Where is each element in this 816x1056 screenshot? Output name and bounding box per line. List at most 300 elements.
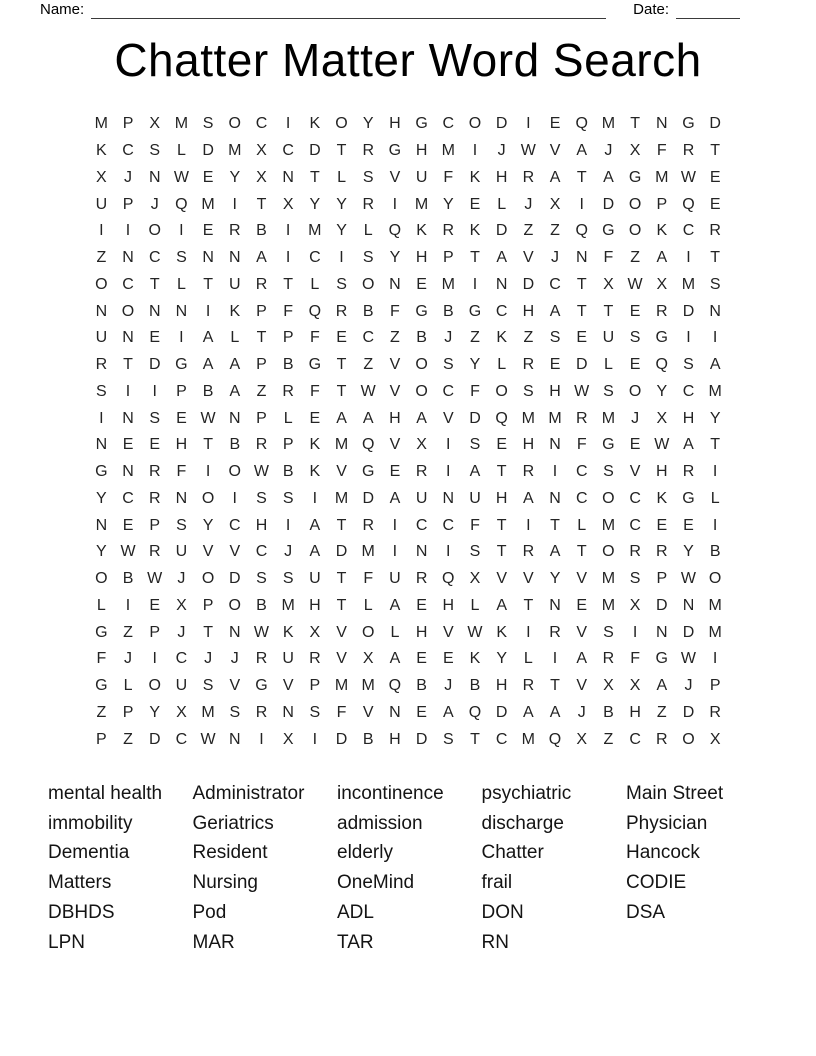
- grid-letter: E: [549, 115, 561, 133]
- grid-letter: J: [444, 329, 453, 347]
- letter-grid: [88, 111, 729, 753]
- grid-letter: C: [442, 516, 455, 534]
- grid-letter: D: [495, 703, 508, 721]
- grid-letter: D: [335, 543, 348, 561]
- grid-letter: L: [310, 275, 320, 293]
- word-list-item: LPN: [48, 931, 85, 953]
- grid-letter: D: [522, 275, 535, 293]
- grid-letter: S: [362, 168, 374, 186]
- grid-letter: I: [712, 516, 718, 534]
- grid-letter: T: [203, 436, 213, 454]
- grid-letter: G: [415, 115, 428, 133]
- grid-letter: M: [441, 142, 455, 160]
- grid-letter: C: [309, 249, 321, 267]
- grid-letter: K: [229, 302, 241, 320]
- grid-letter: R: [255, 650, 268, 668]
- grid-letter: O: [95, 570, 108, 588]
- grid-letter: G: [95, 463, 108, 481]
- grid-letter: W: [253, 623, 270, 641]
- grid-letter: A: [309, 516, 321, 534]
- grid-letter: D: [469, 409, 481, 427]
- grid-letter: M: [708, 382, 722, 400]
- grid-letter: N: [229, 409, 241, 427]
- grid-letter: P: [442, 249, 454, 267]
- grid-letter: X: [469, 570, 481, 588]
- grid-letter: B: [256, 222, 267, 240]
- grid-letter: I: [392, 195, 398, 213]
- grid-letter: L: [577, 516, 587, 534]
- grid-letter: Q: [308, 302, 322, 320]
- grid-letter: V: [389, 356, 401, 374]
- grid-letter: C: [282, 142, 294, 160]
- grid-letter: Y: [656, 382, 668, 400]
- grid-letter: N: [415, 543, 428, 561]
- grid-letter: T: [203, 623, 213, 641]
- word-list-item: OneMind: [337, 872, 415, 894]
- grid-letter: G: [388, 142, 402, 160]
- grid-letter: C: [682, 382, 695, 400]
- grid-letter: W: [467, 623, 483, 641]
- grid-letter: J: [524, 195, 533, 213]
- grid-letter: K: [469, 650, 481, 668]
- grid-letter: I: [259, 730, 264, 748]
- word-list-item: Matters: [48, 872, 112, 894]
- grid-letter: K: [96, 142, 107, 160]
- grid-letter: T: [470, 730, 480, 748]
- grid-letter: Q: [388, 222, 402, 240]
- grid-letter: V: [282, 677, 294, 695]
- word-list-item: Administrator: [192, 783, 305, 804]
- word-list-item: Main Street: [626, 783, 724, 804]
- grid-letter: N: [656, 115, 668, 133]
- grid-letter: B: [122, 570, 134, 588]
- grid-letter: W: [654, 436, 670, 454]
- grid-letter: U: [469, 489, 481, 507]
- grid-letter: J: [551, 249, 560, 267]
- grid-letter: M: [94, 115, 108, 133]
- grid-letter: Z: [630, 249, 640, 267]
- grid-letter: R: [255, 436, 268, 454]
- grid-letter: I: [232, 489, 237, 507]
- grid-letter: E: [442, 650, 454, 668]
- grid-letter: D: [148, 730, 161, 748]
- grid-letter: I: [99, 222, 104, 240]
- grid-letter: R: [602, 650, 615, 668]
- grid-letter: J: [684, 677, 693, 695]
- grid-letter: H: [495, 677, 508, 695]
- word-list-item: DON: [481, 901, 524, 923]
- grid-letter: N: [202, 249, 214, 267]
- grid-letter: X: [256, 168, 267, 186]
- grid-letter: Y: [149, 703, 161, 721]
- grid-letter: Q: [361, 436, 375, 454]
- grid-letter: A: [469, 463, 481, 481]
- grid-letter: N: [148, 168, 161, 186]
- grid-letter: M: [201, 195, 215, 213]
- grid-letter: I: [312, 730, 318, 748]
- grid-letter: I: [392, 516, 398, 534]
- grid-letter: M: [201, 703, 215, 721]
- grid-letter: N: [389, 703, 401, 721]
- grid-letter: V: [523, 570, 534, 588]
- grid-letter: X: [656, 409, 668, 427]
- word-list: [48, 779, 771, 957]
- grid-letter: J: [497, 142, 506, 160]
- grid-letter: U: [415, 489, 428, 507]
- grid-letter: K: [469, 222, 481, 240]
- grid-letter: I: [392, 543, 398, 561]
- grid-letter: P: [709, 677, 721, 695]
- word-list-item: DBHDS: [48, 901, 115, 923]
- grid-letter: I: [526, 516, 531, 534]
- grid-letter: J: [124, 650, 133, 668]
- grid-letter: G: [255, 677, 268, 695]
- grid-letter: E: [149, 329, 161, 347]
- grid-letter: G: [655, 650, 668, 668]
- grid-letter: R: [709, 703, 721, 721]
- grid-letter: S: [549, 329, 561, 347]
- grid-letter: R: [522, 677, 535, 695]
- grid-letter: O: [602, 543, 615, 561]
- grid-letter: S: [282, 570, 294, 588]
- grid-letter: L: [337, 168, 346, 186]
- grid-letter: W: [360, 382, 376, 400]
- grid-letter: R: [148, 489, 161, 507]
- grid-letter: E: [629, 436, 641, 454]
- grid-letter: E: [709, 168, 721, 186]
- grid-letter: H: [549, 382, 561, 400]
- grid-letter: I: [99, 409, 104, 427]
- grid-letter: X: [309, 623, 321, 641]
- grid-letter: Q: [495, 409, 508, 427]
- grid-letter: Z: [656, 703, 667, 721]
- grid-letter: A: [202, 329, 214, 347]
- grid-letter: F: [96, 650, 107, 668]
- grid-letter: B: [709, 543, 721, 561]
- grid-letter: E: [149, 596, 161, 614]
- grid-letter: A: [603, 168, 614, 186]
- grid-letter: E: [469, 195, 481, 213]
- grid-letter: I: [205, 463, 211, 481]
- grid-letter: W: [200, 730, 216, 748]
- grid-letter: R: [148, 463, 161, 481]
- grid-letter: A: [709, 356, 721, 374]
- grid-letter: T: [336, 356, 347, 374]
- grid-letter: R: [442, 222, 455, 240]
- grid-letter: R: [362, 516, 374, 534]
- grid-letter: T: [336, 596, 347, 614]
- grid-letter: O: [682, 730, 695, 748]
- grid-letter: T: [336, 570, 347, 588]
- grid-letter: P: [122, 703, 134, 721]
- grid-letter: L: [497, 195, 507, 213]
- word-list-item: Resident: [192, 842, 268, 864]
- grid-letter: G: [655, 329, 668, 347]
- grid-letter: L: [176, 275, 186, 293]
- grid-letter: J: [177, 623, 186, 641]
- grid-letter: B: [362, 302, 374, 320]
- grid-letter: D: [575, 356, 588, 374]
- grid-letter: T: [149, 275, 160, 293]
- grid-letter: M: [601, 570, 616, 588]
- grid-letter: N: [282, 703, 294, 721]
- grid-letter: N: [682, 596, 695, 614]
- grid-letter: C: [549, 275, 561, 293]
- grid-letter: Y: [336, 222, 347, 240]
- grid-letter: A: [549, 168, 561, 186]
- grid-letter: R: [682, 142, 695, 160]
- grid-letter: S: [469, 436, 481, 454]
- grid-letter: X: [603, 275, 614, 293]
- grid-letter: H: [629, 703, 641, 721]
- grid-letter: N: [122, 329, 134, 347]
- grid-letter: S: [176, 249, 187, 267]
- grid-letter: R: [522, 543, 535, 561]
- grid-letter: R: [629, 543, 641, 561]
- grid-letter: C: [175, 650, 188, 668]
- grid-letter: T: [496, 543, 507, 561]
- grid-letter: U: [282, 650, 294, 668]
- grid-letter: D: [682, 703, 695, 721]
- grid-letter: Q: [548, 730, 562, 748]
- grid-letter: N: [549, 489, 561, 507]
- grid-letter: U: [95, 329, 108, 347]
- grid-letter: R: [682, 463, 695, 481]
- grid-letter: F: [630, 650, 640, 668]
- grid-letter: Y: [389, 249, 401, 267]
- grid-letter: E: [576, 596, 588, 614]
- grid-letter: R: [522, 168, 535, 186]
- grid-letter: R: [575, 409, 588, 427]
- grid-letter: C: [175, 730, 188, 748]
- grid-letter: A: [549, 703, 561, 721]
- grid-letter: E: [416, 275, 427, 293]
- grid-letter: H: [415, 249, 428, 267]
- grid-letter: E: [202, 222, 214, 240]
- grid-letter: W: [147, 570, 163, 588]
- grid-letter: F: [336, 703, 347, 721]
- grid-letter: V: [336, 623, 347, 641]
- grid-letter: R: [148, 543, 161, 561]
- grid-letter: E: [629, 302, 641, 320]
- word-list-item: Pod: [192, 901, 227, 923]
- grid-letter: G: [602, 222, 615, 240]
- grid-letter: E: [122, 436, 134, 454]
- grid-letter: G: [415, 302, 428, 320]
- grid-letter: H: [415, 623, 428, 641]
- grid-letter: R: [656, 543, 668, 561]
- grid-letter: T: [710, 142, 721, 160]
- grid-letter: U: [229, 275, 241, 293]
- grid-letter: S: [683, 356, 694, 374]
- grid-letter: D: [602, 195, 615, 213]
- grid-letter: I: [152, 382, 157, 400]
- grid-letter: G: [682, 489, 695, 507]
- grid-letter: C: [442, 115, 455, 133]
- grid-letter: D: [362, 489, 374, 507]
- word-list-item: DSA: [626, 901, 666, 923]
- grid-letter: S: [629, 329, 641, 347]
- grid-letter: C: [255, 543, 268, 561]
- grid-letter: I: [125, 596, 131, 614]
- grid-letter: S: [256, 570, 267, 588]
- grid-letter: K: [496, 623, 507, 641]
- grid-letter: G: [628, 168, 642, 186]
- grid-letter: R: [362, 195, 374, 213]
- grid-letter: M: [174, 115, 189, 133]
- grid-letter: R: [656, 302, 668, 320]
- grid-letter: L: [390, 623, 400, 641]
- grid-letter: Q: [388, 677, 402, 695]
- grid-letter: A: [416, 409, 427, 427]
- grid-letter: I: [526, 623, 531, 641]
- grid-letter: A: [202, 356, 214, 374]
- grid-letter: F: [309, 329, 320, 347]
- grid-letter: T: [123, 356, 133, 374]
- grid-letter: X: [176, 596, 187, 614]
- grid-letter: C: [415, 516, 428, 534]
- grid-letter: C: [122, 275, 134, 293]
- grid-letter: N: [442, 489, 455, 507]
- grid-letter: G: [361, 463, 375, 481]
- grid-letter: F: [176, 463, 187, 481]
- grid-letter: K: [656, 222, 668, 240]
- word-list-item: Nursing: [192, 872, 258, 894]
- grid-letter: P: [122, 195, 134, 213]
- grid-letter: C: [229, 516, 241, 534]
- grid-letter: R: [549, 623, 561, 641]
- grid-letter: Y: [442, 195, 454, 213]
- grid-letter: D: [682, 623, 695, 641]
- grid-letter: T: [576, 275, 587, 293]
- grid-letter: T: [710, 249, 721, 267]
- grid-letter: E: [202, 168, 214, 186]
- grid-letter: X: [149, 115, 161, 133]
- grid-letter: I: [205, 302, 211, 320]
- grid-letter: O: [121, 302, 135, 320]
- grid-letter: M: [601, 596, 616, 614]
- grid-letter: A: [442, 703, 454, 721]
- grid-letter: I: [632, 623, 638, 641]
- grid-letter: O: [708, 570, 722, 588]
- grid-letter: C: [255, 115, 268, 133]
- grid-letter: M: [228, 142, 242, 160]
- grid-letter: Z: [523, 329, 534, 347]
- grid-letter: J: [284, 543, 293, 561]
- word-list-item: Hancock: [626, 842, 700, 864]
- grid-letter: W: [253, 463, 270, 481]
- grid-letter: X: [549, 195, 561, 213]
- grid-letter: V: [202, 543, 214, 561]
- grid-letter: A: [683, 436, 694, 454]
- grid-letter: I: [552, 650, 558, 668]
- word-list-column: [193, 779, 338, 957]
- grid-letter: S: [362, 249, 374, 267]
- grid-letter: Z: [123, 730, 133, 748]
- grid-letter: H: [682, 409, 695, 427]
- name-label: Name:: [40, 1, 85, 18]
- grid-letter: O: [335, 115, 348, 133]
- grid-letter: E: [149, 436, 161, 454]
- grid-letter: Y: [202, 516, 214, 534]
- grid-letter: R: [282, 382, 294, 400]
- grid-letter: S: [336, 275, 347, 293]
- grid-letter: W: [627, 275, 643, 293]
- grid-letter: D: [495, 115, 508, 133]
- grid-letter: V: [389, 436, 401, 454]
- grid-letter: A: [229, 382, 241, 400]
- grid-letter: T: [309, 168, 320, 186]
- grid-letter: B: [469, 677, 481, 695]
- grid-letter: Z: [256, 382, 267, 400]
- grid-letter: Z: [390, 329, 400, 347]
- grid-letter: I: [285, 249, 291, 267]
- grid-letter: A: [309, 543, 321, 561]
- grid-letter: I: [285, 516, 291, 534]
- grid-letter: Y: [229, 168, 241, 186]
- grid-letter: P: [176, 382, 187, 400]
- grid-letter: J: [150, 195, 159, 213]
- grid-letter: W: [173, 168, 189, 186]
- grid-letter: G: [682, 115, 695, 133]
- grid-letter: O: [361, 623, 375, 641]
- grid-letter: C: [362, 329, 374, 347]
- grid-letter: C: [495, 302, 508, 320]
- grid-letter: I: [712, 329, 718, 347]
- grid-letter: U: [95, 195, 108, 213]
- grid-letter: Z: [363, 356, 374, 374]
- word-list-item: incontinence: [337, 783, 444, 804]
- grid-letter: H: [389, 115, 401, 133]
- grid-letter: P: [202, 596, 214, 614]
- grid-letter: U: [175, 677, 188, 695]
- grid-letter: K: [469, 168, 481, 186]
- grid-letter: V: [362, 703, 374, 721]
- grid-letter: R: [415, 570, 428, 588]
- grid-letter: Q: [468, 703, 482, 721]
- grid-letter: G: [95, 677, 108, 695]
- grid-letter: S: [149, 142, 161, 160]
- grid-letter: L: [363, 596, 373, 614]
- grid-letter: P: [656, 570, 668, 588]
- grid-letter: H: [522, 302, 535, 320]
- grid-letter: O: [95, 275, 108, 293]
- grid-letter: N: [575, 249, 588, 267]
- grid-letter: A: [362, 409, 374, 427]
- grid-letter: A: [576, 142, 588, 160]
- grid-letter: V: [549, 142, 561, 160]
- grid-letter: I: [446, 463, 451, 481]
- grid-letter: Y: [683, 543, 694, 561]
- grid-letter: E: [416, 596, 427, 614]
- grid-letter: H: [309, 596, 321, 614]
- grid-letter: R: [522, 463, 535, 481]
- grid-letter: I: [232, 195, 237, 213]
- grid-letter: R: [522, 356, 535, 374]
- grid-letter: I: [179, 329, 184, 347]
- grid-letter: Y: [496, 650, 507, 668]
- word-list-item: psychiatric: [481, 783, 572, 804]
- grid-letter: R: [709, 222, 721, 240]
- grid-letter: V: [442, 409, 454, 427]
- grid-letter: Y: [96, 543, 107, 561]
- grid-letter: I: [125, 382, 131, 400]
- grid-letter: X: [576, 730, 588, 748]
- grid-letter: J: [124, 168, 133, 186]
- grid-letter: X: [256, 142, 267, 160]
- word-list-item: elderly: [337, 842, 393, 864]
- grid-letter: P: [282, 436, 294, 454]
